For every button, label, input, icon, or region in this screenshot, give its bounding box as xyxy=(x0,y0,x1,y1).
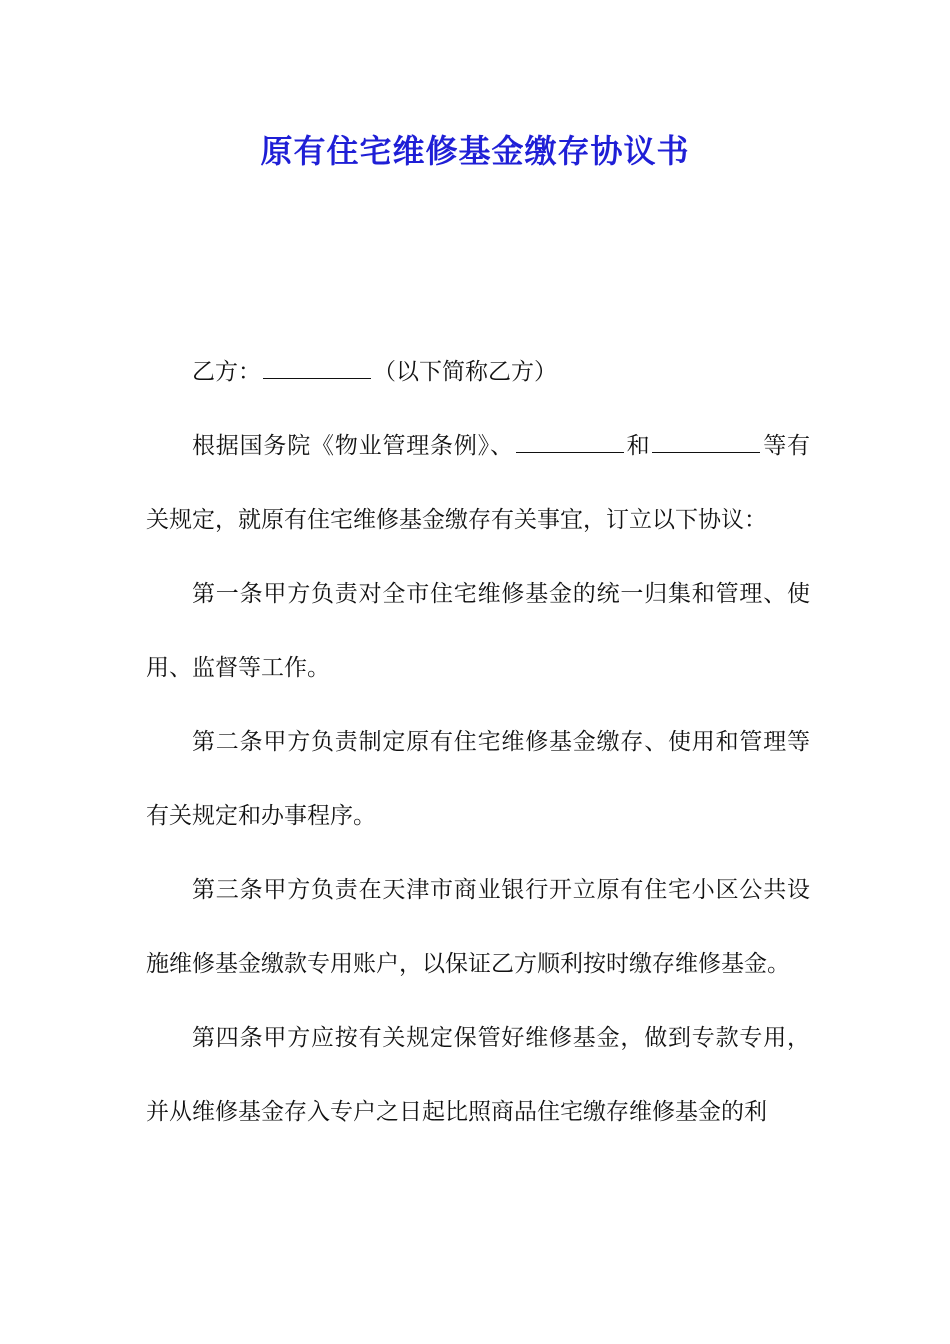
article-2: 第二条甲方负责制定原有住宅维修基金缴存、使用和管理等有关规定和办事程序。 xyxy=(146,729,810,829)
regulation-blank-1[interactable] xyxy=(516,432,624,453)
intro-part-1: 根据国务院《物业管理条例》、 xyxy=(192,433,514,459)
party-b-line xyxy=(146,335,810,409)
intro-part-2: 和 xyxy=(625,433,651,459)
regulation-blank-2[interactable] xyxy=(652,432,760,453)
article-1: 第一条甲方负责对全市住宅维修基金的统一归集和管理、使用、监督等工作。 xyxy=(146,581,810,681)
party-b-label: 乙方： xyxy=(192,359,261,385)
intro-paragraph xyxy=(146,409,810,557)
intro-part-3: 等有关规定，就原有住宅维修基金缴存有关事宜，订立以下协议： xyxy=(146,433,811,533)
party-b-suffix: （以下简称乙方） xyxy=(373,359,557,385)
article-3: 第三条甲方负责在天津市商业银行开立原有住宅小区公共设施维修基金缴款专用账户，以保证乙方顺利按时缴存维修基金。 xyxy=(146,877,810,977)
party-b-blank[interactable] xyxy=(263,358,371,379)
document-body xyxy=(146,335,810,1149)
article-4: 第四条甲方应按有关规定保管好维修基金，做到专款专用，并从维修基金存入专户之日起比照商品住宅缴存维修基金的利 xyxy=(146,1025,810,1125)
document-title: 原有住宅维修基金缴存协议书 xyxy=(260,132,690,170)
